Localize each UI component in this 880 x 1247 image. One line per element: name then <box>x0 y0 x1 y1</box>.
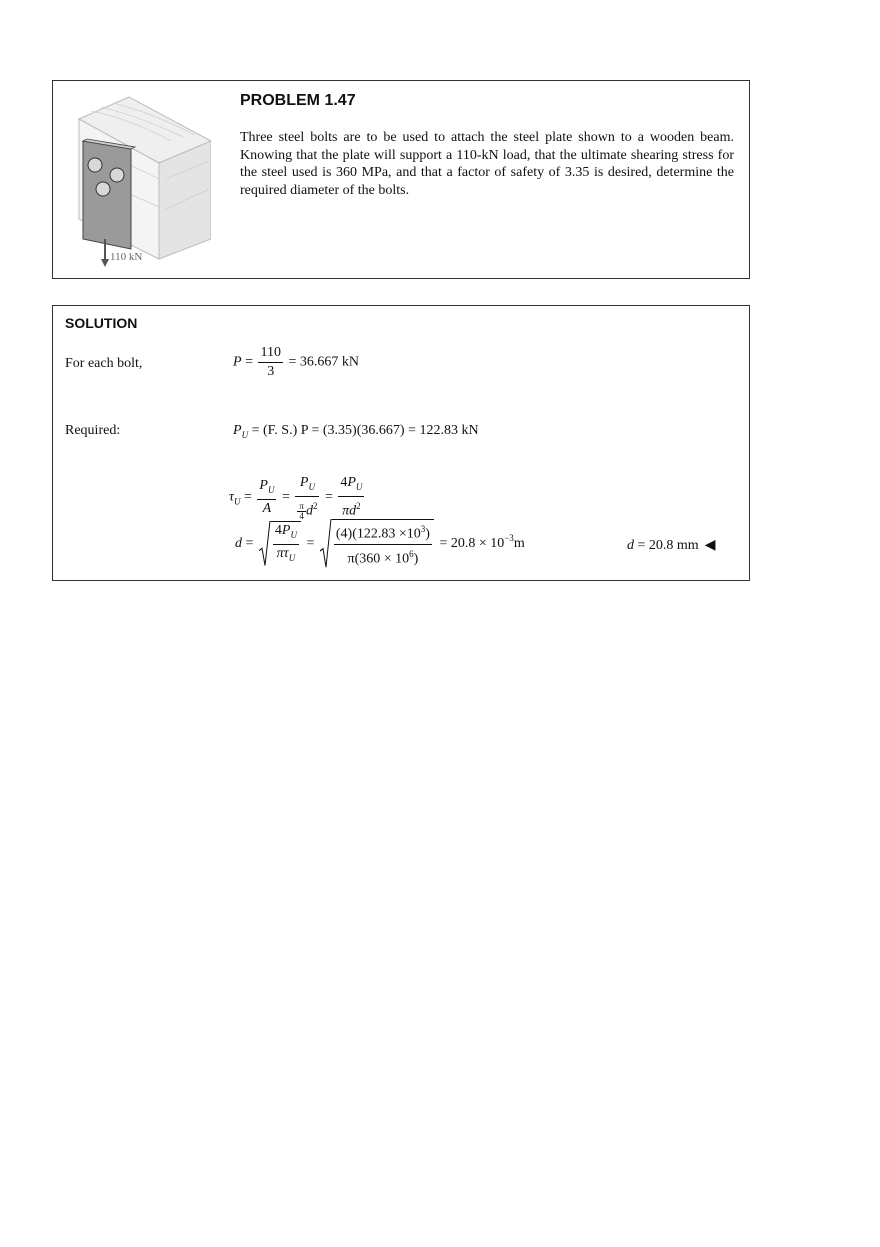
eq3-lhs: τ <box>229 489 235 505</box>
solution-box <box>52 305 750 581</box>
eq3-frac-1: $\frac{P_U}{A}$ <box>259 477 275 516</box>
eq4-sqrt-2: $\frac{(4)(122.83 \times 10^3)}{\pi(360 \times 10^6)}$ <box>320 519 434 568</box>
eq1-result: = 36.667 kN <box>288 354 359 370</box>
eq4-lhs: d <box>235 535 242 551</box>
eq4-radicand-num-exp: 3 <box>420 524 426 534</box>
solution-title: SOLUTION <box>65 315 138 331</box>
eq2-lhs-sub: U <box>241 429 249 440</box>
eq4-result: = 20.8 × 10 <box>439 535 505 551</box>
final-answer <box>627 537 715 554</box>
eq1-numerator: 110 <box>258 344 282 363</box>
equation-diameter: d = $\frac{4P_U}{\pi\tau_U}$ = $\frac{(4)(122.83 \times 10^3)}{\pi(360 \times 10^6)}$ = $20.8 \times 10^{-3}m$ <box>235 519 525 568</box>
eq3-lhs-sub: U <box>234 496 241 507</box>
answer-value: = 20.8 mm <box>637 538 699 553</box>
eq4-result-unit: m <box>513 535 525 551</box>
eq1-lhs: P <box>233 354 242 370</box>
eq4-radicand-den-exp: 6 <box>409 548 414 559</box>
eq4-sqrt-1: $\frac{4P_U}{\pi\tau_U}$ <box>259 521 301 567</box>
eq2-lhs: P <box>233 423 242 438</box>
label-required: Required: <box>65 423 121 438</box>
label-each-bolt: For each bolt, <box>65 356 143 371</box>
equation-load-per-bolt: P = $\frac{110}{3}$ = 36.667 kN <box>233 345 359 379</box>
answer-var: d <box>627 538 634 553</box>
eq1-fraction <box>258 344 282 381</box>
eq3-frac-2: $P_U$ $\frac{\pi}{4}$ $d^2$ <box>295 474 319 521</box>
load-label: 110 kN <box>110 251 143 263</box>
equation-ultimate-load <box>233 423 479 440</box>
answer-marker-icon: ◀ <box>704 538 716 553</box>
eq2-rhs: = (F. S.) P = (3.35)(36.667) = 122.83 kN <box>251 423 479 438</box>
eq4-result-exp: −3 <box>504 533 514 544</box>
problem-box <box>52 80 750 279</box>
beam-plate-figure <box>61 89 211 269</box>
equation-shear-stress: $\tau_U$ = $\frac{P_U}{A}$ = $P_U$ $\frac{\pi}{4}$ $d^2$ = $\frac{4P_U}{\pi d^2}$ <box>229 475 363 521</box>
problem-title: PROBLEM 1.47 <box>240 92 356 109</box>
problem-statement: Three steel bolts are to be used to attach the steel plate shown to a wooden beam. Knowing that the plate will support a 110-kN load, that the ultimate shearing stress for the steel used is 360 MPa, and that a factor of safety of 3.35 is desired, determine the required diameter of the bolts. <box>240 130 734 198</box>
eq3-frac-3: $\frac{4P_U}{\pi d^2}$ <box>340 475 363 519</box>
eq1-denominator: 3 <box>267 364 275 379</box>
eq4-radicand-den: π(360 × 10 <box>347 551 410 567</box>
eq4-radicand-num: (4)(122.83 ×10 <box>335 526 421 542</box>
